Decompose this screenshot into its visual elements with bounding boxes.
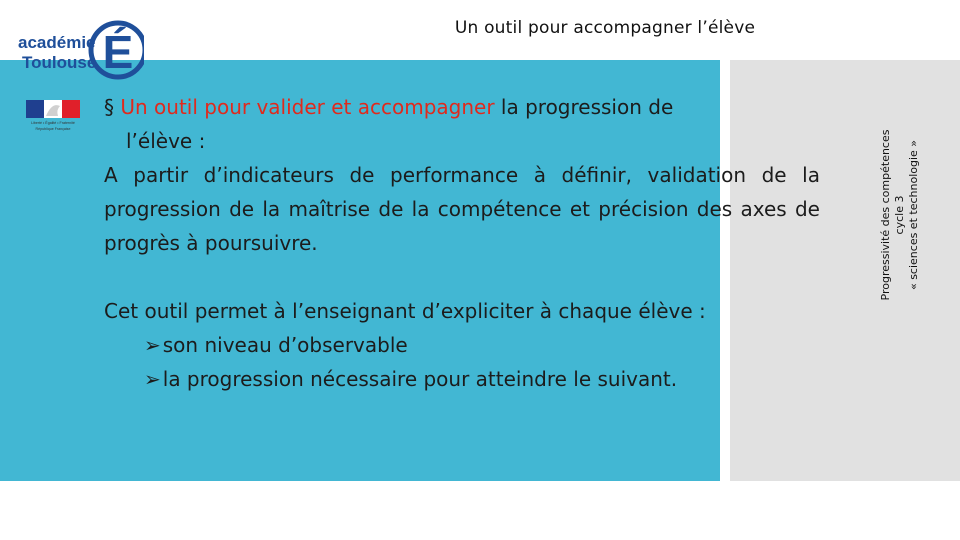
- side-label-text: [879, 60, 921, 370]
- sub-item-label: la progression nécessaire pour atteindre le suivant.: [162, 367, 678, 391]
- slide-body: [104, 90, 820, 396]
- bullet-line-2: l’élève :: [126, 129, 206, 153]
- side-label-line-2: cycle 3: [893, 195, 906, 235]
- academie-toulouse-logo: [14, 6, 144, 86]
- marianne-caption-2: République Française: [35, 127, 71, 131]
- slide-title: Un outil pour accompagner l’élève: [454, 18, 756, 38]
- bullet-highlight: Un outil pour valider et accompagner: [120, 95, 495, 119]
- side-label-line-3: « sciences et technologie »: [907, 139, 920, 291]
- bullet-line: [104, 90, 820, 124]
- side-label-line-1: Progressivité des compétences: [879, 129, 892, 301]
- paragraph-1: A partir d’indicateurs de performance à définir, validation de la progression de la maîtrise de la compétence et précision des axes de progrès à poursuivre.: [104, 163, 820, 255]
- bullet-rest: la progression de: [494, 95, 674, 119]
- sub-item-label: son niveau d’observable: [162, 333, 408, 357]
- logo-line-academie: académie: [18, 33, 96, 52]
- marianne-logo: [26, 100, 80, 132]
- paragraph-2: Cet outil permet à l’enseignant d’expliciter à chaque élève :: [104, 299, 706, 323]
- logo-letter: É: [102, 26, 134, 78]
- sub-item-1: [104, 328, 820, 362]
- marianne-caption: Liberté • Égalité • Fraternité: [31, 121, 75, 125]
- paragraph-spacer: [104, 260, 820, 294]
- vertical-side-label: [845, 60, 955, 370]
- bullet-icon: §: [104, 95, 114, 119]
- logo-line-toulouse: Toulouse: [22, 53, 97, 72]
- arrow-bullet-icon: ➢: [144, 367, 161, 391]
- sub-item-2: [104, 362, 820, 396]
- arrow-bullet-icon: ➢: [144, 333, 161, 357]
